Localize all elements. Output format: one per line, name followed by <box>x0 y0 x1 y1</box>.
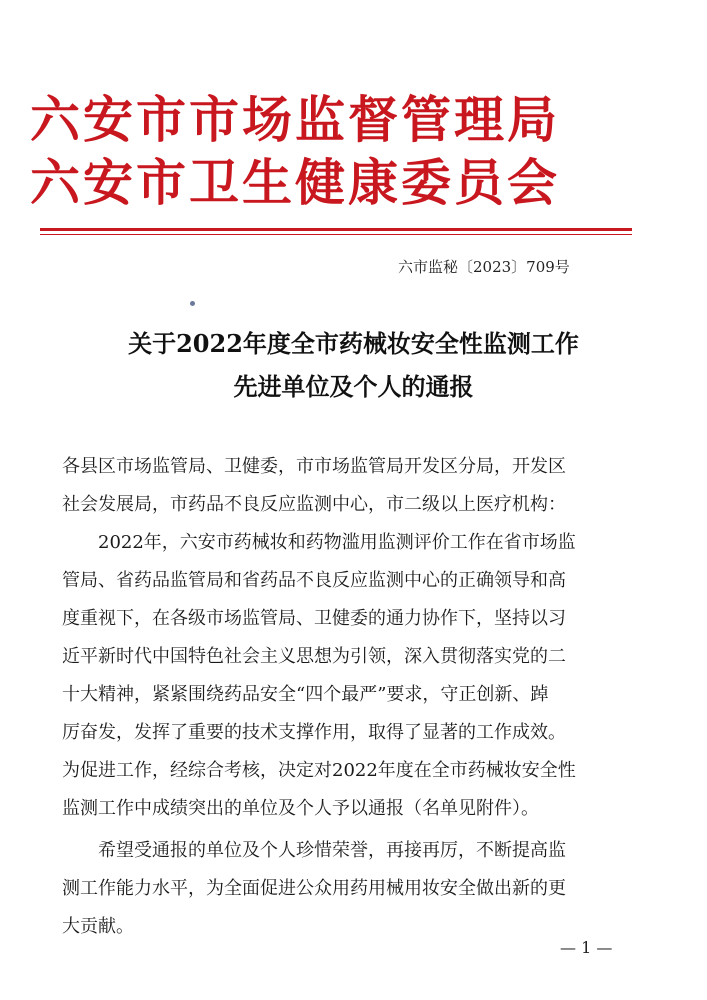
body-line: 近平新时代中国特色社会主义思想为引领，深入贯彻落实党的二 <box>62 646 566 667</box>
title-line-1: 关于2022年度全市药械妆安全性监测工作 <box>128 329 579 358</box>
body-line: 各县区市场监管局、卫健委，市市场监管局开发区分局，开发区 <box>62 456 566 477</box>
body-line: 为促进工作，经综合考核，决定对2022年度在全市药械妆安全性 <box>62 760 576 781</box>
body-line: 厉奋发，发挥了重要的技术支撑作用，取得了显著的工作成效。 <box>62 722 566 743</box>
issuing-org-2: 六安市卫生健康委员会 <box>30 153 560 212</box>
scan-speck <box>190 301 195 306</box>
body-line: 十大精神，紧紧围绕药品安全“四个最严”要求，守正创新、踔 <box>62 684 549 705</box>
body-line: 社会发展局，市药品不良反应监测中心，市二级以上医疗机构： <box>62 494 566 515</box>
issuing-org-1: 六安市市场监督管理局 <box>30 90 560 149</box>
body-line: 大贡献。 <box>62 916 134 937</box>
red-header-rule-thin <box>40 234 632 235</box>
body-line: 监测工作中成绩突出的单位及个人予以通报（名单见附件）。 <box>62 798 539 819</box>
red-header-rule <box>40 228 632 231</box>
title-line-2: 先进单位及个人的通报 <box>233 372 474 401</box>
document-number: 六市监秘〔2023〕709号 <box>398 258 570 276</box>
body-line: 测工作能力水平，为全面促进公众用药用械用妆安全做出新的更 <box>62 878 566 899</box>
page-number: — 1 — <box>560 938 613 957</box>
body-line: 度重视下，在各级市场监管局、卫健委的通力协作下，坚持以习 <box>62 608 566 629</box>
body-line: 管局、省药品监管局和省药品不良反应监测中心的正确领导和高 <box>62 570 566 591</box>
body-line: 希望受通报的单位及个人珍惜荣誉，再接再厉，不断提高监 <box>98 840 566 861</box>
body-line: 2022年，六安市药械妆和药物滥用监测评价工作在省市场监 <box>98 532 576 553</box>
